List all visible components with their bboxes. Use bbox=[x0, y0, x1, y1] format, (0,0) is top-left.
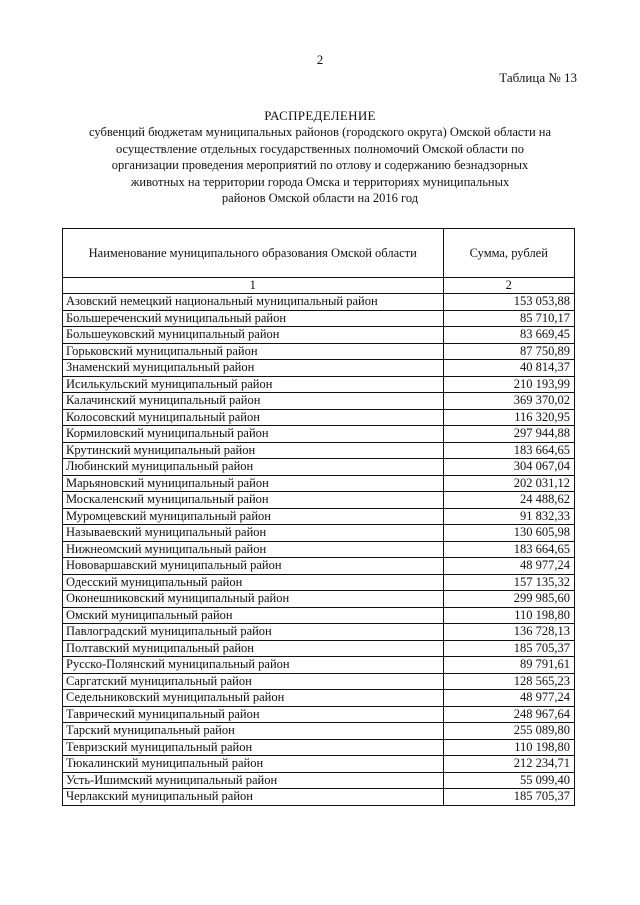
municipality-name: Азовский немецкий национальный муниципальный район bbox=[63, 294, 444, 311]
table-row bbox=[63, 409, 575, 426]
table-row bbox=[63, 772, 575, 789]
municipality-name: Павлоградский муниципальный район bbox=[63, 624, 444, 641]
municipality-name: Горьковский муниципальный район bbox=[63, 343, 444, 360]
subsidy-amount: 212 234,71 bbox=[443, 756, 575, 773]
subsidy-amount: 153 053,88 bbox=[443, 294, 575, 311]
subsidy-amount: 89 791,61 bbox=[443, 657, 575, 674]
table-label: Таблица № 13 bbox=[499, 70, 577, 85]
municipality-name: Усть-Ишимский муниципальный район bbox=[63, 772, 444, 789]
table-row bbox=[63, 426, 575, 443]
table-row bbox=[63, 673, 575, 690]
table-row bbox=[63, 376, 575, 393]
table-row bbox=[63, 475, 575, 492]
subsidy-amount: 87 750,89 bbox=[443, 343, 575, 360]
table-row bbox=[63, 508, 575, 525]
subsidy-amount: 116 320,95 bbox=[443, 409, 575, 426]
table-row bbox=[63, 558, 575, 575]
municipality-name: Нижнеомский муниципальный район bbox=[63, 541, 444, 558]
table-row bbox=[63, 492, 575, 509]
subsidy-amount: 48 977,24 bbox=[443, 690, 575, 707]
document-heading: РАСПРЕДЕЛЕНИЕ bbox=[264, 108, 376, 123]
municipality-name: Полтавский муниципальный район bbox=[63, 640, 444, 657]
municipality-name: Любинский муниципальный район bbox=[63, 459, 444, 476]
subsidy-amount: 304 067,04 bbox=[443, 459, 575, 476]
table-row bbox=[63, 789, 575, 806]
subsidy-amount: 210 193,99 bbox=[443, 376, 575, 393]
table-row bbox=[63, 640, 575, 657]
subsidy-amount: 91 832,33 bbox=[443, 508, 575, 525]
table-row bbox=[63, 723, 575, 740]
subtitle-line: организации проведения мероприятий по отлову и содержанию безнадзорных bbox=[111, 158, 529, 172]
column-header-amount: Сумма, рублей bbox=[443, 229, 575, 278]
municipality-name: Исилькульский муниципальный район bbox=[63, 376, 444, 393]
table-row bbox=[63, 541, 575, 558]
municipality-name: Черлакский муниципальный район bbox=[63, 789, 444, 806]
municipality-name: Тарский муниципальный район bbox=[63, 723, 444, 740]
subsidy-amount: 299 985,60 bbox=[443, 591, 575, 608]
subsidy-amount: 255 089,80 bbox=[443, 723, 575, 740]
municipality-name: Оконешниковский муниципальный район bbox=[63, 591, 444, 608]
subsidy-amount: 128 565,23 bbox=[443, 673, 575, 690]
subsidy-amount: 185 705,37 bbox=[443, 789, 575, 806]
municipality-name: Одесский муниципальный район bbox=[63, 574, 444, 591]
municipality-name: Марьяновский муниципальный район bbox=[63, 475, 444, 492]
subtitle-line: животных на территории города Омска и территориях муниципальных bbox=[130, 174, 510, 189]
table-row bbox=[63, 624, 575, 641]
municipality-name: Большеуковский муниципальный район bbox=[63, 327, 444, 344]
table-row bbox=[63, 591, 575, 608]
subtitle-line: субвенций бюджетам муниципальных районов (городского округа) Омской области на bbox=[88, 125, 551, 139]
distribution-table bbox=[62, 228, 575, 806]
table-row bbox=[63, 327, 575, 344]
municipality-name: Тюкалинский муниципальный район bbox=[63, 756, 444, 773]
table-row bbox=[63, 459, 575, 476]
table-row bbox=[63, 607, 575, 624]
municipality-name: Знаменский муниципальный район bbox=[63, 360, 444, 377]
municipality-name: Муромцевский муниципальный район bbox=[63, 508, 444, 525]
subsidy-amount: 83 669,45 bbox=[443, 327, 575, 344]
municipality-name: Таврический муниципальный район bbox=[63, 706, 444, 723]
municipality-name: Тевризский муниципальный район bbox=[63, 739, 444, 756]
table-row bbox=[63, 360, 575, 377]
table-row bbox=[63, 393, 575, 410]
table-row bbox=[63, 756, 575, 773]
subsidy-amount: 110 198,80 bbox=[443, 607, 575, 624]
subsidy-amount: 55 099,40 bbox=[443, 772, 575, 789]
table-row bbox=[63, 442, 575, 459]
table-row bbox=[63, 690, 575, 707]
table-row bbox=[63, 574, 575, 591]
municipality-name: Москаленский муниципальный район bbox=[63, 492, 444, 509]
subsidy-amount: 24 488,62 bbox=[443, 492, 575, 509]
table-row bbox=[63, 739, 575, 756]
municipality-name: Колосовский муниципальный район bbox=[63, 409, 444, 426]
municipality-name: Крутинский муниципальный район bbox=[63, 442, 444, 459]
subsidy-amount: 369 370,02 bbox=[443, 393, 575, 410]
subsidy-amount: 110 198,80 bbox=[443, 739, 575, 756]
table-row bbox=[63, 294, 575, 311]
table-row bbox=[63, 657, 575, 674]
subsidy-amount: 130 605,98 bbox=[443, 525, 575, 542]
municipality-name: Большереченский муниципальный район bbox=[63, 310, 444, 327]
municipality-name: Седельниковский муниципальный район bbox=[63, 690, 444, 707]
subsidy-amount: 183 664,65 bbox=[443, 541, 575, 558]
subsidy-amount: 202 031,12 bbox=[443, 475, 575, 492]
municipality-name: Нововаршавский муниципальный район bbox=[63, 558, 444, 575]
table-row bbox=[63, 706, 575, 723]
subsidy-amount: 297 944,88 bbox=[443, 426, 575, 443]
table-row bbox=[63, 525, 575, 542]
municipality-name: Калачинский муниципальный район bbox=[63, 393, 444, 410]
page-number: 2 bbox=[316, 52, 324, 67]
table-row bbox=[63, 343, 575, 360]
municipality-name: Русско-Полянский муниципальный район bbox=[63, 657, 444, 674]
municipality-name: Саргатский муниципальный район bbox=[63, 673, 444, 690]
subsidy-amount: 185 705,37 bbox=[443, 640, 575, 657]
subsidy-amount: 136 728,13 bbox=[443, 624, 575, 641]
subtitle-line: районов Омской области на 2016 год bbox=[221, 191, 419, 205]
subsidy-amount: 85 710,17 bbox=[443, 310, 575, 327]
subsidy-amount: 48 977,24 bbox=[443, 558, 575, 575]
column-number-2: 2 bbox=[443, 278, 575, 294]
table-row bbox=[63, 310, 575, 327]
municipality-name: Омский муниципальный район bbox=[63, 607, 444, 624]
column-header-municipality: Наименование муниципального образования Омской области bbox=[63, 229, 444, 278]
column-number-row bbox=[63, 278, 575, 294]
table-header-row bbox=[63, 229, 575, 278]
subsidy-amount: 157 135,32 bbox=[443, 574, 575, 591]
subsidy-amount: 40 814,37 bbox=[443, 360, 575, 377]
column-number-1: 1 bbox=[63, 278, 444, 294]
subsidy-amount: 183 664,65 bbox=[443, 442, 575, 459]
municipality-name: Называевский муниципальный район bbox=[63, 525, 444, 542]
municipality-name: Кормиловский муниципальный район bbox=[63, 426, 444, 443]
subtitle-line: осуществление отдельных государственных полномочий Омской области по bbox=[115, 141, 525, 156]
document-subtitle bbox=[50, 124, 590, 207]
subsidy-amount: 248 967,64 bbox=[443, 706, 575, 723]
